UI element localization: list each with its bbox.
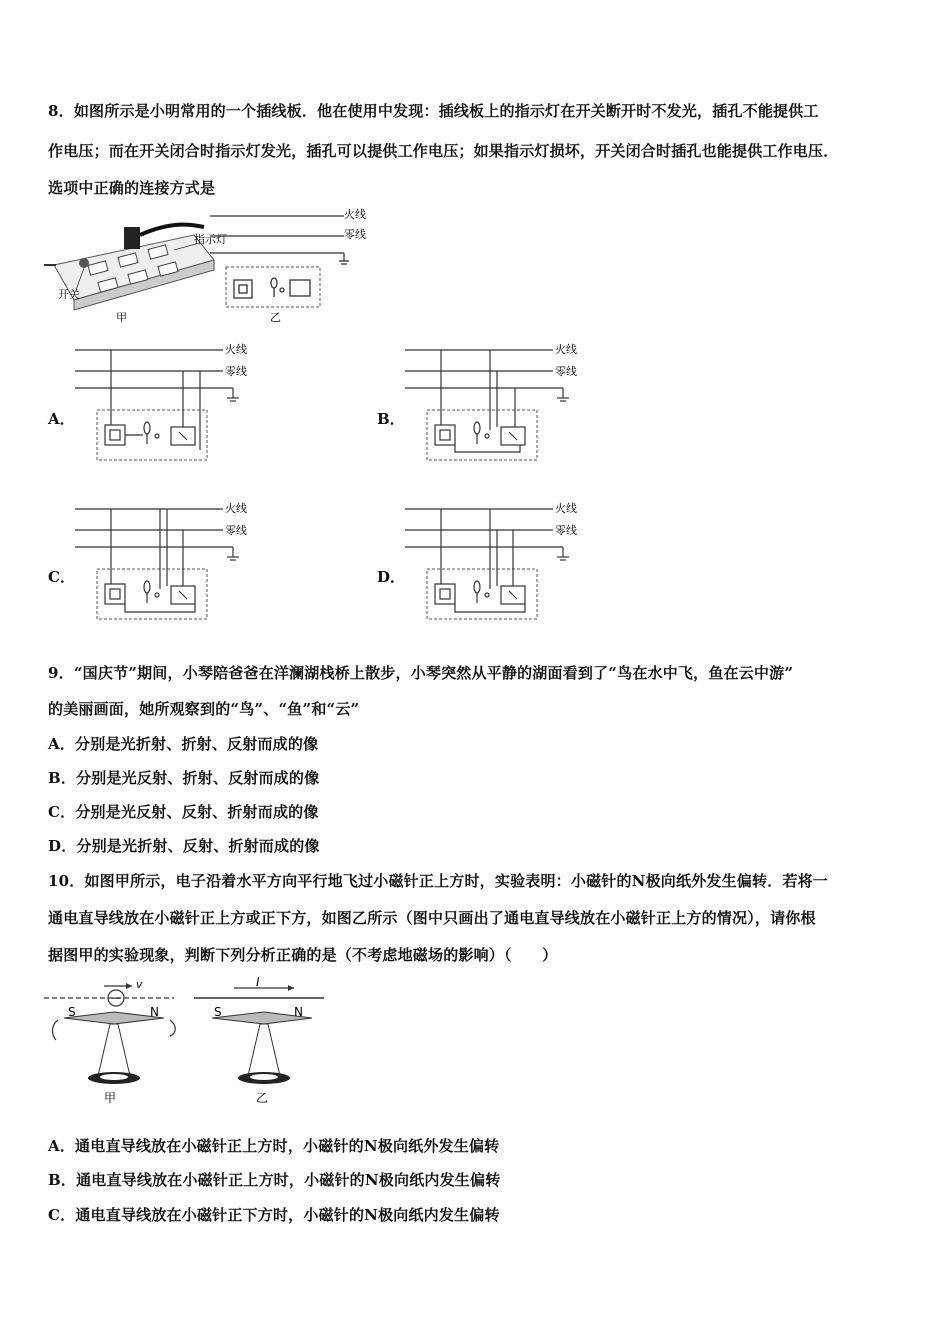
switch-inner [110, 430, 120, 440]
q8-option-b-diagram [405, 340, 605, 465]
q9-option-c: C．分别是光反射、反射、折射而成的像 [48, 803, 319, 821]
neutral-label: 零线 [555, 524, 577, 537]
q8-option-b-label: B． [377, 410, 405, 428]
q9-option-d: D．分别是光折射、反射、折射而成的像 [48, 837, 320, 855]
indicator-lamp [144, 422, 150, 434]
switch-symbol [435, 584, 455, 604]
q10-line-1: 10．如图甲所示，电子沿着水平方向平行地飞过小磁针正上方时，实验表明：小磁针的N极向纸外发生偏转．若将一 [48, 872, 828, 890]
q10-figure [44, 975, 344, 1108]
socket-slot [179, 591, 187, 599]
q9-line-2: 的美丽画面，她所观察到的“鸟”、“鱼”和“云” [48, 700, 360, 718]
neutral-label: 零线 [225, 524, 247, 537]
switch-inner [440, 589, 450, 599]
fig-jia-label: 甲 [116, 311, 127, 324]
live-label: 火线 [225, 502, 247, 515]
q8-option-c-diagram [75, 499, 275, 624]
neutral-label: 零线 [225, 365, 247, 378]
velocity-label: v [136, 978, 143, 991]
electron-minus: − [111, 991, 122, 1005]
conn-5 [455, 604, 525, 612]
q10-option-c: C．通电直导线放在小磁针正下方时，小磁针的N极向纸内发生偏转 [48, 1206, 500, 1224]
conn-5 [125, 604, 195, 612]
fig-live-label: 火线 [344, 208, 366, 221]
device-box [97, 410, 207, 460]
yi-n-label: N [294, 1005, 303, 1019]
q9-option-a: A．分别是光折射、折射、反射而成的像 [48, 735, 319, 753]
q8-option-d-diagram [405, 499, 605, 624]
q10-option-b: B．通电直导线放在小磁针正上方时，小磁针的N极向纸内发生偏转 [48, 1171, 501, 1189]
resistor-node [485, 434, 489, 438]
switch-symbol [105, 425, 125, 445]
switch-label: 开关 [58, 288, 80, 301]
switch-inner [110, 589, 120, 599]
switch-inner [440, 430, 450, 440]
indicator-lamp [474, 422, 480, 434]
q8-option-d-label: D． [377, 568, 406, 586]
resistor-node [155, 593, 159, 597]
neutral-label: 零线 [555, 365, 577, 378]
q9-line-1: 9．“国庆节”期间，小琴陪爸爸在洋澜湖栈桥上散步，小琴突然从平静的湖面看到了“鸟在水中飞，鱼在云中游” [48, 664, 794, 682]
jia-s-label: S [68, 1005, 76, 1019]
resistor-node [485, 593, 489, 597]
q8-option-a-label: A． [48, 410, 75, 428]
indicator-label: 指示灯 [194, 233, 227, 246]
switch-symbol [435, 425, 455, 445]
q10-option-a: A．通电直导线放在小磁针正上方时，小磁针的N极向纸外发生偏转 [48, 1137, 500, 1155]
socket-slot [509, 591, 517, 599]
yi-s-label: S [214, 1005, 222, 1019]
q8-line-1: 8．如图所示是小明常用的一个插线板．他在使用中发现：插线板上的指示灯在开关断开时不发光，插孔不能提供工 [48, 102, 819, 120]
q9-option-b: B．分别是光反射、折射、反射而成的像 [48, 769, 320, 787]
q8-line-2: 作电压；而在开关闭合时指示灯发光，插孔可以提供工作电压；如果指示灯损坏，开关闭合时插孔也能提供工作电压． [48, 142, 839, 160]
live-label: 火线 [555, 502, 577, 515]
q10-line-2: 通电直导线放在小磁针正上方或正下方，如图乙所示（图中只画出了通电直导线放在小磁针正上方的情况），请你根 [48, 909, 816, 927]
live-label: 火线 [225, 343, 247, 356]
q8-line-3: 选项中正确的连接方式是 [48, 179, 216, 197]
fig-neutral-label: 零线 [344, 228, 366, 241]
indicator-lamp [474, 581, 480, 593]
q8-option-a-diagram [75, 340, 275, 465]
jia-n-label: N [150, 1005, 159, 1019]
socket-slot [509, 432, 517, 440]
q8-option-c-label: C． [48, 568, 75, 586]
socket-slot [179, 432, 187, 440]
q8-figure-main [44, 205, 374, 325]
current-label: I [256, 975, 260, 989]
conn-4 [455, 445, 520, 452]
q10-line-3: 据图甲的实验现象，判断下列分析正确的是（不考虑地磁场的影响）（ ） [48, 946, 558, 964]
indicator-lamp [144, 581, 150, 593]
fig-yi-label: 乙 [270, 311, 281, 324]
live-label: 火线 [555, 343, 577, 356]
power-strip-image [44, 225, 227, 324]
resistor-node [155, 434, 159, 438]
switch-symbol [105, 584, 125, 604]
q10-yi-label: 乙 [256, 1091, 269, 1105]
q10-jia-label: 甲 [104, 1091, 117, 1105]
